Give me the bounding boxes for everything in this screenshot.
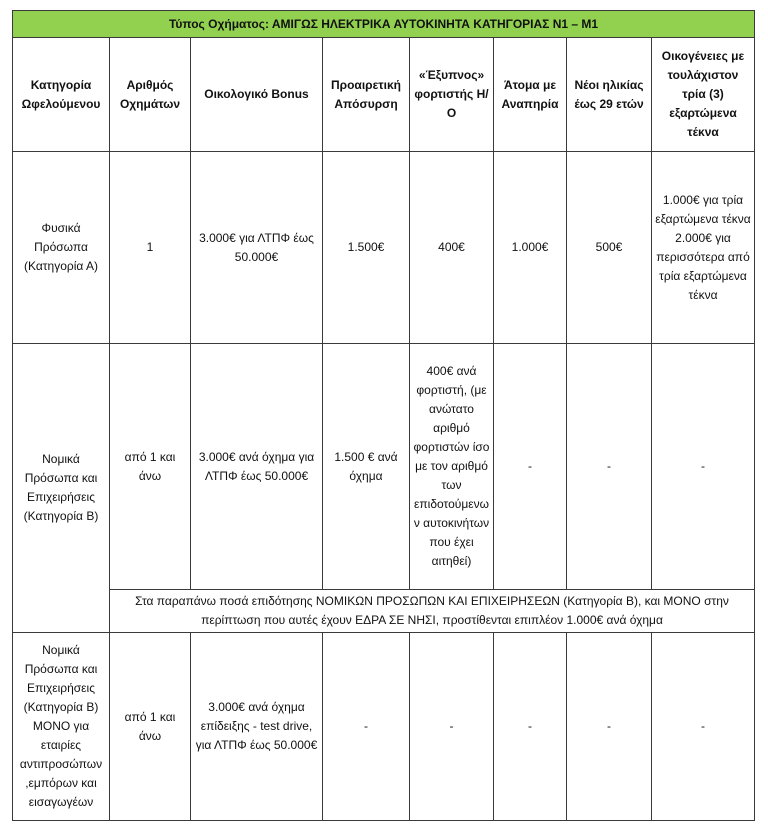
cell-scrappage: - bbox=[323, 633, 410, 821]
table-row bbox=[13, 344, 755, 590]
cell-families: - bbox=[652, 344, 755, 590]
header-youth: Νέοι ηλικίας έως 29 ετών bbox=[567, 38, 652, 152]
title-row bbox=[13, 11, 755, 38]
cell-vehicles: από 1 και άνω bbox=[110, 633, 191, 821]
island-note: Στα παραπάνω ποσά επιδότησης ΝΟΜΙΚΩΝ ΠΡΟΣΩΠΩΝ ΚΑΙ ΕΠΙΧΕΙΡΗΣΕΩΝ (Κατηγορία Β), και ΜΟΝΟ στην περίπτωση που αυτές έχουν ΕΔΡΑ ΣΕ ΝΗΣΙ, προστίθενται επιπλέον 1.000€ ανά όχημα bbox=[110, 590, 755, 633]
cell-youth: - bbox=[567, 344, 652, 590]
header-row bbox=[13, 38, 755, 152]
cell-vehicles: από 1 και άνω bbox=[110, 344, 191, 590]
cell-scrappage: 1.500 € ανά όχημα bbox=[323, 344, 410, 590]
cell-category: Φυσικά Πρόσωπα (Κατηγορία Α) bbox=[13, 152, 110, 344]
header-disability: Άτομα με Αναπηρία bbox=[494, 38, 567, 152]
header-eco-bonus: Οικολογικό Bonus bbox=[191, 38, 323, 152]
cell-disability: - bbox=[494, 344, 567, 590]
cell-category: Νομικά Πρόσωπα και Επιχειρήσεις (Κατηγορία Β) bbox=[13, 344, 110, 633]
cell-bonus: 3.000€ ανά όχημα επίδειξης - test drive, για ΛΤΠΦ έως 50.000€ bbox=[191, 633, 323, 821]
table-title: Τύπος Οχήματος: ΑΜΙΓΩΣ ΗΛΕΚΤΡΙΚΑ ΑΥΤΟΚΙΝΗΤΑ ΚΑΤΗΓΟΡΙΑΣ Ν1 – Μ1 bbox=[13, 11, 755, 38]
cell-charger: 400€ ανά φορτιστή, (με ανώτατο αριθμό φορτιστών ίσο με τον αριθμό των επιδοτούμενων αυτοκινήτων που έχει αιτηθεί) bbox=[410, 344, 494, 590]
cell-families: - bbox=[652, 633, 755, 821]
cell-families: 1.000€ για τρία εξαρτώμενα τέκνα 2.000€ για περισσότερα από τρία εξαρτώμενα τέκνα bbox=[652, 152, 755, 344]
header-scrappage: Προαιρετική Απόσυρση bbox=[323, 38, 410, 152]
cell-disability: 1.000€ bbox=[494, 152, 567, 344]
cell-vehicles: 1 bbox=[110, 152, 191, 344]
cell-scrappage: 1.500€ bbox=[323, 152, 410, 344]
cell-bonus: 3.000€ ανά όχημα για ΛΤΠΦ έως 50.000€ bbox=[191, 344, 323, 590]
table-row bbox=[13, 152, 755, 344]
table-row bbox=[13, 633, 755, 821]
cell-youth: - bbox=[567, 633, 652, 821]
cell-disability: - bbox=[494, 633, 567, 821]
cell-charger: 400€ bbox=[410, 152, 494, 344]
subsidy-table-container bbox=[12, 10, 754, 821]
header-families: Οικογένειες με τουλάχιστον τρία (3) εξαρτώμενα τέκνα bbox=[652, 38, 755, 152]
note-row bbox=[13, 590, 755, 633]
header-category: Κατηγορία Ωφελούμενου bbox=[13, 38, 110, 152]
header-vehicles: Αριθμός Οχημάτων bbox=[110, 38, 191, 152]
cell-bonus: 3.000€ για ΛΤΠΦ έως 50.000€ bbox=[191, 152, 323, 344]
header-smart-charger: «Έξυπνος» φορτιστής Η/Ο bbox=[410, 38, 494, 152]
cell-charger: - bbox=[410, 633, 494, 821]
subsidy-table bbox=[12, 10, 755, 821]
cell-category: Νομικά Πρόσωπα και Επιχειρήσεις (Κατηγορία Β) ΜΟΝΟ για εταιρίες αντιπροσώπων ,εμπόρων και εισαγωγέων bbox=[13, 633, 110, 821]
cell-youth: 500€ bbox=[567, 152, 652, 344]
